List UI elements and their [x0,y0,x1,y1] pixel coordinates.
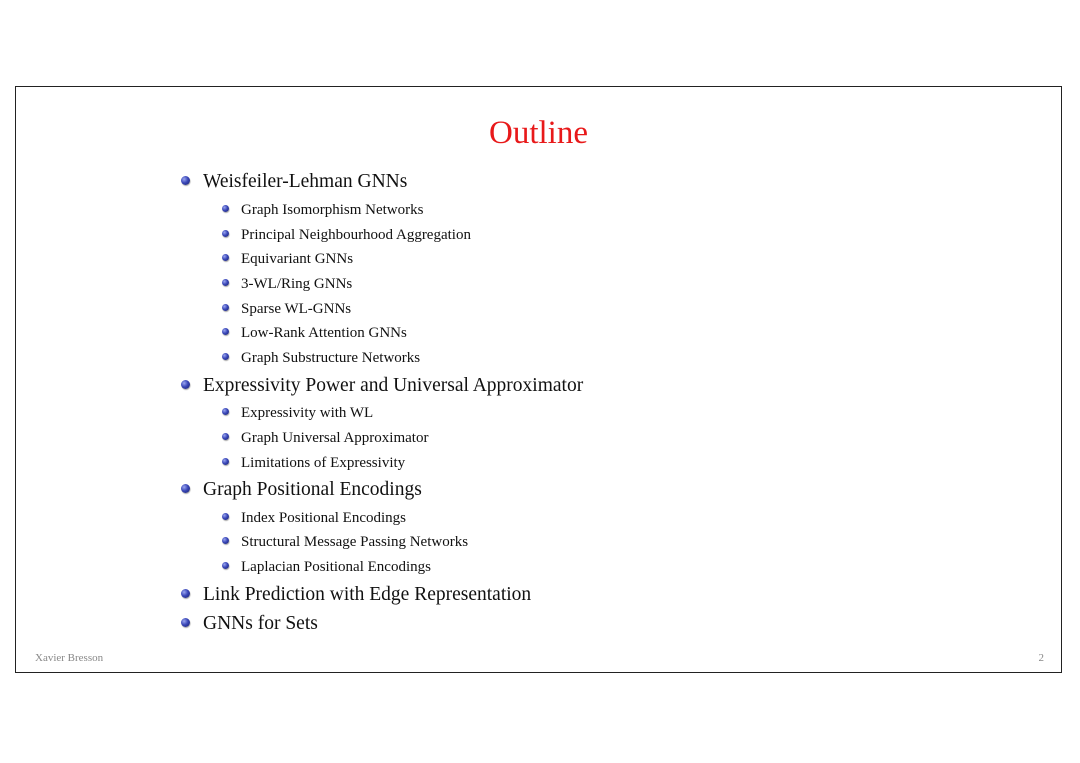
outline-item-label: Link Prediction with Edge Representation [203,584,532,605]
bullet-icon [181,589,190,598]
outline-list [176,87,1036,672]
bullet-icon [222,408,229,415]
bullet-icon [222,513,229,520]
outline-item-link-prediction [176,583,531,607]
bullet-icon [222,254,229,261]
bullet-icon [222,433,229,440]
bullet-icon [222,353,229,360]
outline-subitem [216,532,468,552]
outline-item-label: GNNs for Sets [203,613,318,634]
outline-subitem-label: Sparse WL-GNNs [241,301,352,317]
outline-item-label: Weisfeiler-Lehman GNNs [203,171,408,192]
outline-item-positional-encodings [176,478,422,502]
outline-subitem [216,508,406,528]
outline-subitem [216,557,431,577]
outline-subitem-label: Low-Rank Attention GNNs [241,325,407,341]
outline-item-expressivity [176,374,583,398]
outline-subitem-label: Principal Neighbourhood Aggregation [241,227,471,243]
outline-subitem-label: Graph Universal Approximator [241,430,429,446]
page-number: 2 [1038,652,1044,664]
outline-subitem-label: Structural Message Passing Networks [241,534,469,550]
outline-subitem-label: Limitations of Expressivity [241,455,406,471]
bullet-icon [222,458,229,465]
outline-subitem-label: Graph Substructure Networks [241,350,421,366]
bullet-icon [222,304,229,311]
outline-subitem-label: Laplacian Positional Encodings [241,559,431,575]
slide-frame [15,86,1062,673]
outline-subitem [216,200,423,220]
bullet-icon [181,618,190,627]
bullet-icon [222,205,229,212]
outline-subitem [216,428,428,448]
slide-title: Outline [489,115,588,151]
outline-item-label: Graph Positional Encodings [203,479,422,500]
bullet-icon [222,328,229,335]
outline-subitem [216,403,373,423]
outline-item-label: Expressivity Power and Universal Approximator [203,375,584,396]
outline-subitem [216,323,407,343]
outline-subitem [216,225,471,245]
outline-item-weisfeiler-lehman [176,170,407,194]
bullet-icon [181,176,190,185]
bullet-icon [222,279,229,286]
outline-subitem [216,348,420,368]
outline-subitem-label: 3-WL/Ring GNNs [241,276,353,292]
outline-subitem-label: Expressivity with WL [241,405,374,421]
outline-subitem [216,453,405,473]
outline-item-gnns-for-sets [176,612,318,636]
bullet-icon [222,562,229,569]
footer-author: Xavier Bresson [35,652,104,664]
outline-subitem [216,274,352,294]
bullet-icon [181,380,190,389]
outline-subitem-label: Equivariant GNNs [241,251,354,267]
bullet-icon [222,537,229,544]
outline-subitem [216,249,353,269]
outline-subitem-label: Index Positional Encodings [241,510,406,526]
outline-subitem [216,299,351,319]
outline-subitem-label: Graph Isomorphism Networks [241,202,424,218]
bullet-icon [222,230,229,237]
bullet-icon [181,484,190,493]
